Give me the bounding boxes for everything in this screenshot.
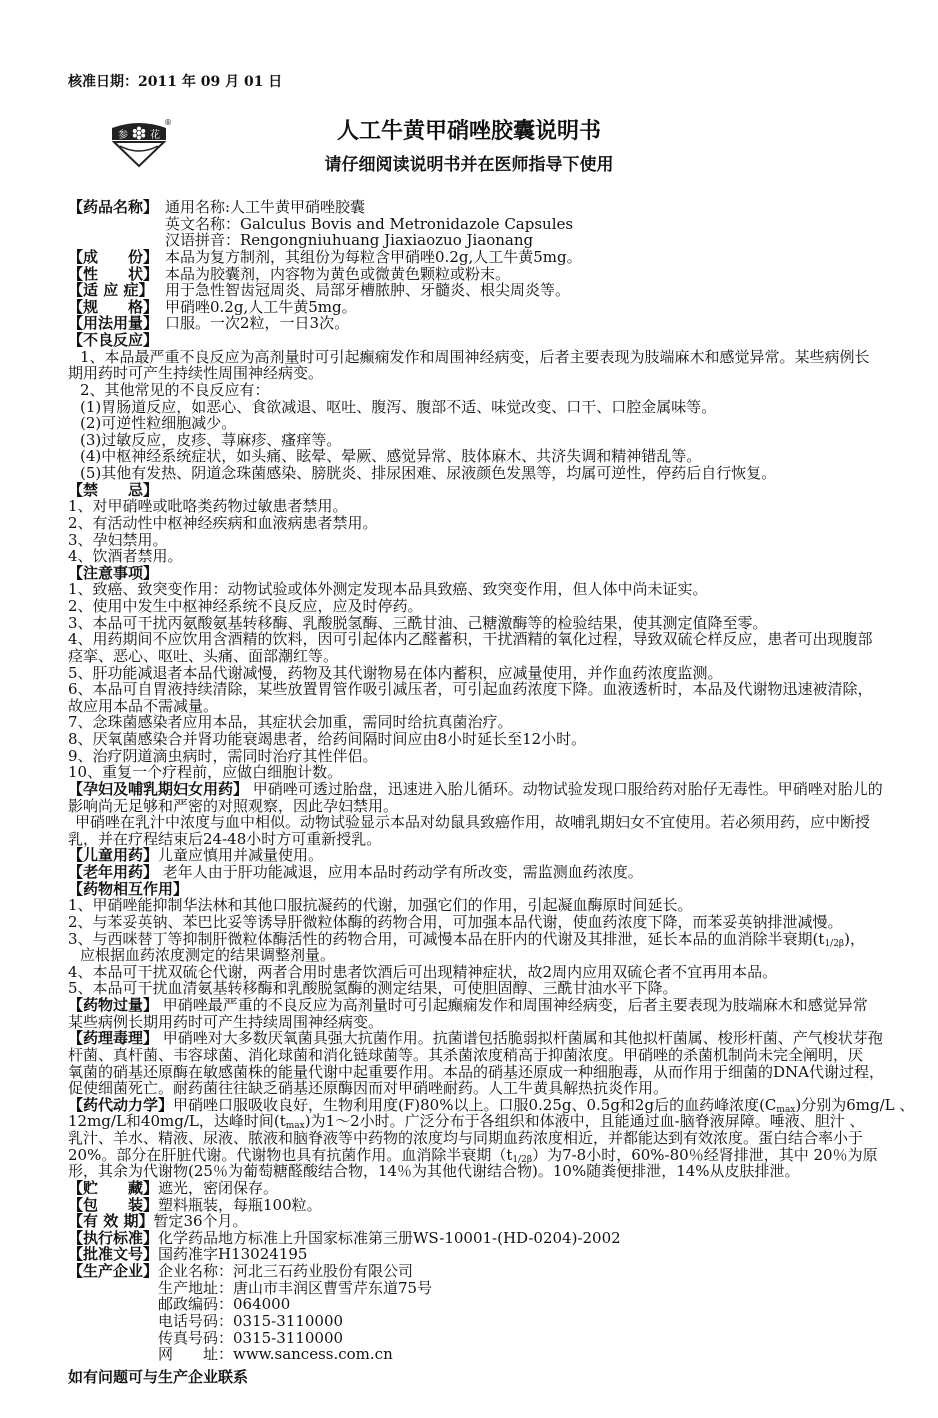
interaction-line: 4、本品可干扰双硫仑代谢，两者合用时患者饮酒后可出现精神症状，故2周内应用双硫仑者不宜再用本品。	[68, 962, 778, 981]
section-label: 【药品名称】	[68, 198, 159, 216]
pharmacokinetics-row	[68, 1095, 915, 1115]
pregnancy-line: 甲硝唑在乳汁中浓度与血中相似。动物试验显示本品对幼鼠具致癌作用，故哺乳期妇女不宜使用。若必须用药，应中断授	[75, 813, 871, 832]
geriatric-row	[68, 864, 883, 881]
section-text: 暂定36个月。	[153, 1212, 248, 1231]
packaging-row	[68, 1197, 883, 1214]
pharmacokinetics-line	[68, 1147, 883, 1164]
precaution-line: 2、使用中发生中枢神经系统不良反应，应及时停药。	[68, 597, 423, 615]
manufacturer-fax: 传真号码：0315-3110000	[158, 1328, 344, 1347]
section-label: 【孕妇及哺乳期妇女用药】	[68, 779, 249, 798]
composition-row	[68, 249, 883, 266]
pregnancy-line: 影响尚无足够和严密的对照观察，因此孕妇禁用。	[68, 796, 399, 815]
pharmacology-row	[68, 1030, 883, 1047]
section-text: 甲硝唑最严重的不良反应为高剂量时可引起癫痫发作和周围神经病变，后者主要表现为肢端麻木和感觉异常	[158, 996, 868, 1014]
pharmacology-line: 氧菌的硝基还原酶在敏感菌株的能量代谢中起重要作用。本品的硝基还原成一种细胞毒，从而作用于细菌的DNA代谢过程，	[68, 1062, 884, 1081]
section-label: 【药理毒理】	[68, 1029, 159, 1048]
section-text: 儿童应慎用并减量使用。	[158, 846, 324, 865]
dosage-row	[68, 315, 883, 332]
section-label: 【执行标准】	[68, 1228, 159, 1247]
section-label: 【生产企业】	[68, 1262, 159, 1280]
logo-left-char: 参	[118, 130, 128, 141]
shelf-life-row	[68, 1213, 883, 1230]
section-label: 【性 状】	[68, 264, 159, 283]
pharmacology-line: 促使细菌死亡。耐药菌往往缺乏硝基还原酶因而对甲硝唑耐药。人工牛黄具解热抗炎作用。	[68, 1079, 669, 1098]
storage-row	[68, 1180, 883, 1197]
manufacturer-website: 网 址：www.sancess.com.cn	[158, 1345, 393, 1364]
section-text: 国药准字H13024195	[158, 1245, 308, 1264]
section-label: 【禁 忌】	[68, 480, 159, 499]
section-text: 甲硝唑可透过胎盘，迅速进入胎儿循环。动物试验发现口服给药对胎仔无毒性。甲硝唑对胎儿的	[248, 779, 883, 798]
interaction-text: )，	[844, 929, 865, 948]
pediatric-row	[68, 847, 883, 864]
english-name-row	[68, 216, 883, 233]
pinyin-name-row	[68, 232, 883, 249]
section-text: 用于急性智齿冠周炎、局部牙槽脓肿、牙髓炎、根尖周炎等。	[165, 281, 571, 300]
contraindication-line: 1、对甲硝唑或吡咯类药物过敏患者禁用。	[68, 497, 348, 516]
pharmacokinetics-line: 形，其余为代谢物(25％为葡萄糖醛酸结合物，14％为其他代谢结合物)。10%随粪便排泄，14%从皮肤排泄。	[68, 1162, 800, 1181]
pregnancy-line: 乳，并在疗程结束后24-48小时方可重新授乳。	[68, 829, 382, 848]
tmax-subscript: max	[285, 1121, 305, 1132]
pharmacokinetics-line: 乳汁、羊水、精液、尿液、脓液和脑脊液等中药物的浓度均与同期血药浓度相近，并都能达到有效浓度。蛋白结合率小于	[68, 1129, 864, 1147]
section-label: 【规 格】	[68, 297, 159, 316]
precaution-line: 1、致癌、致突变作用：动物试验或体外测定发现本品具致癌、致突变作用，但人体中尚未证实。	[68, 580, 708, 599]
precaution-line: 7、念珠菌感染者应用本品，其症状会加重，需同时给抗真菌治疗。	[68, 713, 513, 732]
section-label: 【有 效 期】	[68, 1212, 154, 1231]
leaflet-body	[68, 198, 915, 1364]
interaction-line	[68, 931, 883, 948]
section-label: 【药代动力学】	[68, 1095, 174, 1114]
section-text: 企业名称：河北三石药业股份有限公司	[158, 1262, 414, 1280]
manufacturer-address: 生产地址：唐山市丰润区曹雪芹东道75号	[158, 1278, 433, 1297]
overdose-row	[68, 997, 883, 1014]
contact-note: 如有问题可与生产企业联系	[68, 1368, 249, 1386]
precaution-line: 10、重复一个疗程前，应做白细胞计数。	[68, 763, 343, 782]
interactions-heading	[68, 881, 883, 898]
adverse-line: (5)其他有发热、阴道念珠菌感染、膀胱炎、排尿困难、尿液颜色发黑等，均属可逆性，停药后自行恢复。	[80, 464, 777, 482]
adverse-line: 2、其他常见的不良反应有：	[80, 380, 270, 399]
section-text: 老年人由于肝功能减退，应用本品时药动学有所改变，需监测血药浓度。	[158, 863, 643, 881]
precaution-line: 6、本品可自胃液持续清除，某些放置胃管作吸引减压者，可引起血药浓度下降。血液透析时，本品及代谢物迅速被清除，	[68, 680, 873, 699]
precaution-line: 4、用药期间不应饮用含酒精的饮料，因可引起体内乙醛蓄积，干扰酒精的氧化过程，导致双硫仑样反应，患者可出现腹部	[68, 630, 873, 649]
section-text: ）为7-8小时，60%-80％经肾排泄，其中 20％为原	[532, 1145, 878, 1164]
precautions-heading	[68, 565, 883, 582]
section-label: 【包 装】	[68, 1195, 159, 1214]
section-text: 塑料瓶装，每瓶100粒。	[158, 1195, 322, 1214]
manufacturer-phone: 电话号码：0315-3110000	[158, 1311, 344, 1330]
strength-row	[68, 299, 883, 316]
section-label: 【适 应 症】	[68, 281, 154, 300]
interaction-line: 5、本品可干扰血清氨基转移酶和乳酸脱氢酶的测定结果，可使胆固醇、三酰甘油水平下降。	[68, 979, 678, 998]
manufacturer-postcode: 邮政编码：064000	[158, 1295, 291, 1314]
approval-date: 核准日期：2011 年 09 月 01 日	[68, 74, 283, 90]
manufacturer-row	[68, 1263, 883, 1280]
section-text: )分别为6mg/L 、	[795, 1095, 915, 1114]
pharmacokinetics-line	[68, 1113, 883, 1130]
pharmacology-line: 杆菌、真杆菌、韦容球菌、消化球菌和消化链球菌等。其杀菌浓度稍高于抑菌浓度。甲硝唑的杀菌机制尚未完全阐明，厌	[68, 1045, 864, 1064]
section-label: 【药物过量】	[68, 996, 159, 1014]
section-text: 口服。一次2粒，一日3次。	[165, 314, 350, 333]
section-text: 本品为复方制剂，其组份为每粒含甲硝唑0.2g,人工牛黄5mg。	[165, 247, 582, 266]
adverse-line: (1)胃肠道反应，如恶心、食欲减退、呕吐、腹泻、腹部不适、味觉改变、口干、口腔金属味等。	[80, 397, 717, 416]
interaction-text: 3、与西咪替丁等抑制肝微粒体酶活性的药物合用，可减慢本品在肝内的代谢及其排泄，延长本品的血消除半衰期(t	[68, 929, 825, 948]
interaction-line: 1、甲硝唑能抑制华法林和其他口服抗凝药的代谢，加强它们的作用，引起凝血酶原时间延长。	[68, 896, 693, 915]
adverse-line: 期用药时可产生持续性周围神经病变。	[68, 364, 324, 383]
contraindication-line: 3、孕妇禁用。	[68, 530, 168, 549]
precaution-line: 3、本品可干扰丙氨酸氨基转移酶、乳酸脱氢酶、三酰甘油、己糖激酶等的检验结果，使其测定值降至零。	[68, 613, 768, 632]
section-text: 英文名称：Galculus Bovis and Metronidazole Capsules	[165, 214, 574, 233]
contraindication-line: 4、饮酒者禁用。	[68, 547, 183, 566]
adverse-line: 1、本品最严重不良反应为高剂量时可引起癫痫发作和周围神经病变，后者主要表现为肢端麻木和感觉异常。某些病例长	[80, 347, 870, 366]
document-title: 人工牛黄甲硝唑胶囊说明书	[336, 118, 601, 144]
precaution-line: 故应用本品不需减量。	[68, 696, 219, 715]
precaution-line: 5、肝功能减退者本品代谢减慢，药物及其代谢物易在体内蓄积，应减量使用，并作血药浓度监测。	[68, 663, 723, 682]
section-label: 【注意事项】	[68, 563, 159, 582]
description-row	[68, 266, 883, 283]
section-text: 甲硝唑对大多数厌氧菌具强大抗菌作用。抗菌谱包括脆弱拟杆菌属和其他拟杆菌属、梭形杆菌、产气梭状芽孢	[158, 1029, 883, 1048]
section-text: 汉语拼音：Rengongniuhuang Jiaxiaozuo Jiaonang	[165, 231, 534, 250]
logo-right-char: 花	[150, 130, 160, 141]
precaution-line: 8、厌氧菌感染合并肾功能衰竭患者，给药间隔时间应由8小时延长至12小时。	[68, 730, 587, 748]
pregnancy-row	[68, 781, 883, 798]
half-life-subscript: 1/2β	[512, 1154, 533, 1165]
approval-number-row	[68, 1246, 883, 1263]
section-text: 甲硝唑口服吸收良好，生物利用度(F)80%以上。口服0.25g、0.5g和2g后的血药峰浓度(C	[173, 1095, 777, 1114]
adverse-line: (3)过敏反应，皮疹、荨麻疹、瘙痒等。	[80, 430, 342, 449]
section-text: )为1～2小时。广泛分布于各组织和体液中，且能通过血-脑脊液屏障。唾液、胆汁 、	[304, 1112, 865, 1131]
section-label: 【儿童用药】	[68, 846, 159, 865]
precaution-line: 9、治疗阴道滴虫病时，需同时治疗其性伴侣。	[68, 746, 378, 765]
adverse-line: (2)可逆性粒细胞减少。	[80, 414, 237, 433]
section-text: 化学药品地方标准上升国家标准第三册WS-10001-(HD-0204)-2002	[158, 1228, 621, 1247]
adverse-line: (4)中枢神经系统症状，如头痛、眩晕、晕厥、感觉异常、肢体麻木、共济失调和精神错乱等。	[80, 447, 702, 466]
adverse-reactions-heading	[68, 332, 883, 349]
overdose-line: 某些病例长期用药时可产生持续周围神经病变。	[68, 1012, 384, 1031]
drug-name-row	[68, 199, 883, 216]
section-label: 【不良反应】	[68, 331, 159, 349]
section-label: 【老年用药】	[68, 863, 159, 881]
section-label: 【贮 藏】	[68, 1178, 159, 1197]
cmax-subscript: max	[776, 1104, 796, 1115]
section-label: 【用法用量】	[68, 314, 159, 333]
half-life-subscript: 1/2β	[824, 938, 845, 949]
precaution-line: 痉挛、恶心、呕吐、头痛、面部潮红等。	[68, 646, 339, 665]
interaction-line: 2、与苯妥英钠、苯巴比妥等诱导肝微粒体酶的药物合用，可加强本品代谢，使血药浓度下降，而苯妥英钠排泄减慢。	[68, 912, 843, 931]
registered-mark: ®	[164, 118, 172, 127]
section-text: 本品为胶囊剂，内容物为黄色或微黄色颗粒或粉末。	[165, 264, 511, 283]
contraindications-heading	[68, 482, 883, 499]
section-text: 12mg/L和40mg/L，达峰时间(t	[68, 1112, 286, 1131]
interaction-line: 应根据血药浓度测定的结果调整剂量。	[80, 946, 336, 965]
section-label: 【成 份】	[68, 247, 159, 266]
section-text: 甲硝唑0.2g,人工牛黄5mg。	[165, 297, 357, 316]
section-text: 遮光，密闭保存。	[158, 1178, 279, 1197]
standard-row	[68, 1230, 883, 1247]
section-text: 通用名称:人工牛黄甲硝唑胶囊	[165, 198, 366, 216]
document-subtitle: 请仔细阅读说明书并在医师指导下使用	[324, 155, 614, 175]
section-label: 【药物相互作用】	[68, 879, 189, 898]
indications-row	[68, 282, 883, 299]
section-text: 20%。部分在肝脏代谢。代谢物也具有抗菌作用。血消除半衰期（t	[68, 1145, 513, 1164]
section-label: 【批准文号】	[68, 1245, 159, 1264]
contraindication-line: 2、有活动性中枢神经疾病和血液病患者禁用。	[68, 513, 378, 532]
